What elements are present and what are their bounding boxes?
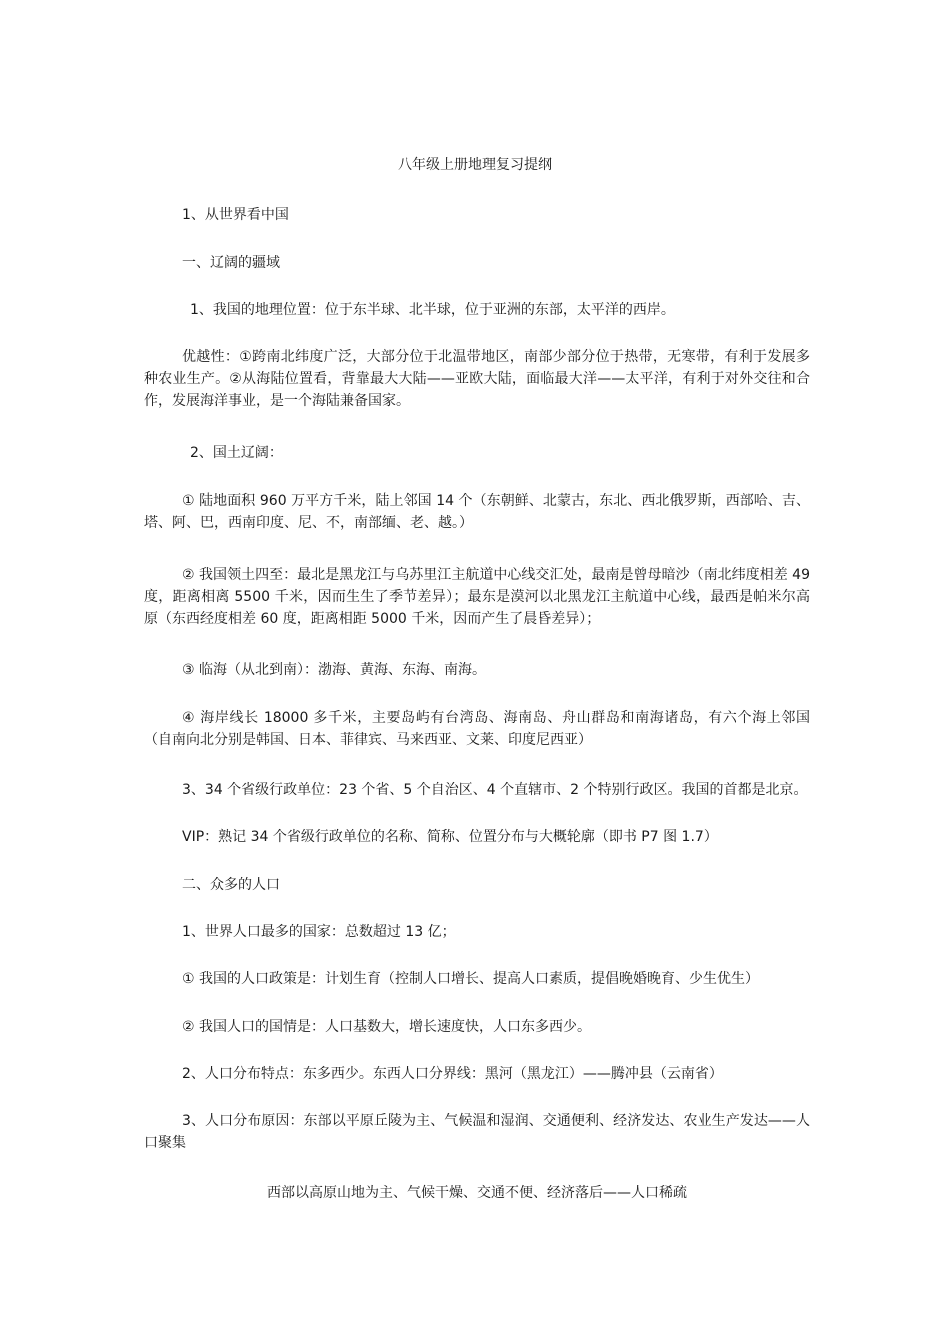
paragraph-population-total: 1、世界人口最多的国家：总数超过 13 亿； [182, 924, 456, 940]
paragraph-advantages: 优越性：①跨南北纬度广泛，大部分位于北温带地区，南部少部分位于热带，无寒带，有利于发展多种农业生产。②从海陆位置看，背靠最大大陆——亚欧大陆，面临最大洋——太平洋，有利于对外交往和合作，发展海洋事业，是一个海陆兼备国家。 [144, 349, 810, 409]
heading-section-2: 二、众多的人口 [182, 877, 280, 893]
paragraph-population-policy: ① 我国的人口政策是：计划生育（控制人口增长、提高人口素质，提倡晚婚晚育、少生优生） [182, 971, 759, 987]
paragraph-west-population: 西部以高原山地为主、气候干燥、交通不便、经济落后——人口稀疏 [267, 1185, 687, 1201]
paragraph-extremities: ② 我国领土四至：最北是黑龙江与乌苏里江主航道中心线交汇处，最南是曾母暗沙（南北纬度相差 49 度，距离相离 5500 千米，因而生生了季节差异）；最东是漠河以北黑龙江主航道中心线，最西是帕米尔高原（东西经度相差 60 度，距离相距 5000 千米，因而产生了晨昏差异）； [144, 567, 810, 627]
paragraph-population-situation: ② 我国人口的国情是：人口基数大，增长速度快，人口东多西少。 [182, 1019, 591, 1035]
paragraph-distribution-causes: 3、人口分布原因：东部以平原丘陵为主、气候温和湿润、交通便利、经济发达、农业生产发达——人口聚集 [144, 1113, 810, 1151]
paragraph-distribution: 2、人口分布特点：东多西少。东西人口分界线：黑河（黑龙江）——腾冲县（云南省） [182, 1066, 723, 1082]
paragraph-land-area: ① 陆地面积 960 万平方千米，陆上邻国 14 个（东朝鲜、北蒙古，东北、西北俄罗斯，西部哈、吉、塔、阿、巴，西南印度、尼、不，南部缅、老、越。） [144, 493, 810, 531]
document-title: 八年级上册地理复习提纲 [398, 157, 552, 173]
paragraph-provinces: 3、34 个省级行政单位：23 个省、5 个自治区、4 个直辖市、2 个特别行政区。我国的首都是北京。 [182, 782, 808, 798]
paragraph-vip: VIP：熟记 34 个省级行政单位的名称、简称、位置分布与大概轮廓（即书 P7 图 1.7） [182, 829, 718, 845]
paragraph-territory-heading: 2、国土辽阔： [190, 445, 283, 461]
paragraph-seas: ③ 临海（从北到南）：渤海、黄海、东海、南海。 [182, 662, 486, 678]
paragraph-location: 1、我国的地理位置：位于东半球、北半球，位于亚洲的东部，太平洋的西岸。 [190, 302, 675, 318]
paragraph-coastline: ④ 海岸线长 18000 多千米，主要岛屿有台湾岛、海南岛、舟山群岛和南海诸岛，有六个海上邻国（自南向北分别是韩国、日本、菲律宾、马来西亚、文莱、印度尼西亚） [144, 710, 810, 748]
heading-chapter-1: 1、从世界看中国 [182, 207, 289, 223]
heading-section-1: 一、辽阔的疆域 [182, 255, 280, 271]
